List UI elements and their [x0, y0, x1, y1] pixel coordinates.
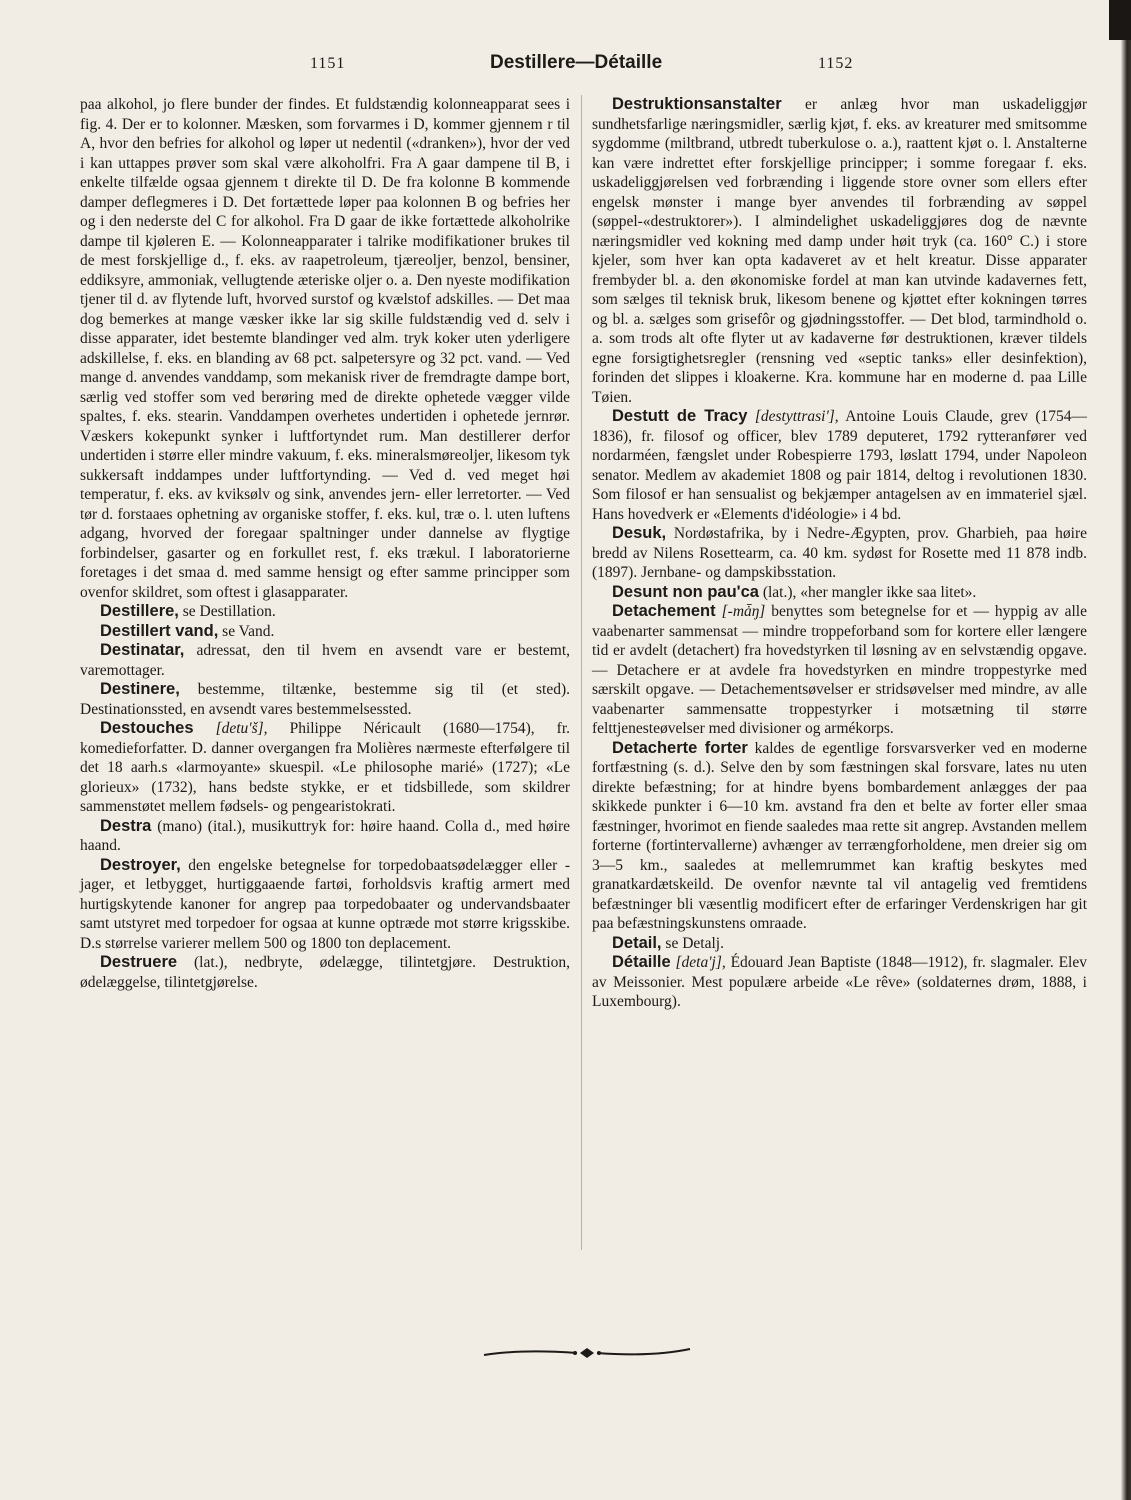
pronunciation: [detu'š],: [215, 720, 268, 737]
entry: [80, 953, 570, 992]
entry: [592, 524, 1087, 583]
entry-text: benyttes som betegnelse for et — hyppig av alle vaabenarter sammensat — mindre troppeforband som for kortere eller længere tid er avdelt (detachert) fra hovedstyrken til løsning av en selvstændig opgave. — Detachere er at avdele fra hovedstyrken en mindre troppestyrke med særskilt opgave. — Detachementsøvelser er stridsøvelser med mindre, av alle vaabenarter sammensatte troppestyrker i motsætning til større felttjenesteøvelser med divisioner og armékorps.: [592, 603, 1087, 737]
entry-text: Édouard Jean Baptiste (1848—1912), fr. slagmaler. Elev av Meissonier. Mest populære arbeide «Le rêve» (soldaternes drøm, 1888, i Luxembourg).: [592, 954, 1087, 1010]
headword: Destillere,: [100, 602, 179, 620]
entry: [80, 641, 570, 680]
entry: [592, 407, 1087, 524]
headword: Destruere: [100, 953, 178, 971]
entry-text: den engelske betegnelse for torpedobaatsødelægger eller -jager, et letbygget, hurtiggaaende fartøi, forholdsvis kraftig armert med hurtigskytende kanoner for angrep paa torpedobaater og undervandsbaater samt utstyret med torpedoer for ogsaa at kunne optræde mot større krigsskibe. D.s størrelse varierer mellem 500 og 1800 ton deplacement.: [80, 856, 570, 952]
page-number-right: 1152: [818, 55, 854, 72]
pronunciation: [-mǡŋ]: [721, 603, 766, 620]
headword: Detail,: [612, 933, 662, 952]
end-ornament-icon: [482, 1345, 692, 1361]
right-column: [592, 95, 1087, 1012]
headword: Destra: [100, 816, 152, 835]
headword: Destruktionsanstalter: [612, 95, 782, 113]
entry-text: se Detalj.: [665, 934, 724, 952]
entry: [592, 934, 1087, 954]
entry: [592, 739, 1087, 934]
page-header: [80, 50, 1080, 80]
entry-text: se Destillation.: [182, 603, 276, 620]
entry-text: Nordøstafrika, by i Nedre-Ægypten, prov. Gharbieh, paa høire bredd av Nilens Rosettearm, ca. 40 km. sydøst for Rosette med 11 878 indb. (1897). Jernbane- og dampskibsstation.: [592, 525, 1087, 581]
entry: [80, 602, 570, 622]
entry-text: kaldes de egentlige forsvarsverker ved en moderne fortfæstning (s. d.). Selve den by som fæstningen skal forsvare, lates nu uten direkte befæstning; for at hindre byens bombardement anlægges der paa skikkede punkter i 6—10 km. avstand fra den et belte av forter eller smaa fæstninger, hvorimot en fiende saaledes maa rette sit angrep. Avstanden mellem forterne (fortintervallerne) avhænger av terrængforholdene, men dreier sig om 3—5 km., saaledes at mellemrummet kan kraftig beskytes med granatkardætskeild. De ovenfor nævnte tal vil antagelig ved fremtidens befæstninger bli væsentlig modificert efter de erfaringer Verdenskrigen har git paa befæstningskunstens omraade.: [592, 739, 1087, 932]
entry-text: (lat.), «her mangler ikke saa litet».: [762, 583, 977, 601]
headword: Destutt de Tracy: [612, 407, 748, 425]
entry: [80, 817, 570, 856]
entry-text: bestemme, tiltænke, bestemme sig til (et sted). Destinationssted, en avsendt vares bestemmelsessted.: [80, 681, 571, 718]
entry-text: Antoine Louis Claude, grev (1754—1836), fr. filosof og officer, blev 1789 deputeret, 1792 rytteranfører ved nordarméen, fængslet under Robespierre 1793, løslatt 1794, under Napoleon senator. Medlem av akademiet 1808 og pair 1814, deltog i revolutionen 1830. Som filosof er han sensualist og bekjæmper antagelsen av en immateriel sjæl. Hans hovedverk er «Elements d'idéologie» i 4 bd.: [592, 408, 1088, 523]
entry-text: er anlæg hvor man uskadeliggjør sundhetsfarlige næringsmidler, særlig kjøt, f. eks. av kreaturer med smitsomme sygdomme (miltbrand, utbredt tuberkulose o. a.), raattent kjøt o. l. Anstalterne kan være indrettet efter forskjellige principper; i somme foregaar f. eks. uskadeliggjørelsen ved forbrænding i liggende store ovner som ellers efter engelsk mønster i mange byer anvendes til forbrænding av søppel (søppel-«destruktorer»). I almindelighet uskadeliggjøres dog de nævnte næringsmidler ved kokning med damp under høit tryk (ca. 160° C.) i store kjeler, som hver kan opta kadaveret av et helt kreatur. Disse apparater frembyder bl. a. den økonomiske fordel at man kan utvinde kadavernes fett, som sælges til teknisk bruk, likesom benene og kjøttet efter kokningen tørres og bl. a. sælges som grisefôr og gjødningsstoffer. — Det blod, tarmindhold o. a. som trods alt ofte flyter ut av kadaverne før destruktionen, kræver tildels egne forsigtighetsregler (rensning ved «septic tanks» eller desinfektion), forinden det slippes i kloakerne. Kra. kommune har en moderne d. paa Lille Tøien.: [592, 96, 1088, 406]
entry: [592, 583, 1087, 603]
pronunciation: [destyttrasi'],: [754, 408, 839, 425]
column-divider: [581, 95, 582, 1250]
page-number-left: 1151: [310, 55, 346, 72]
entry-text: (lat.), nedbryte, ødelægge, tilintetgjøre. Destruktion, ødelæggelse, tilintetgjørelse.: [80, 954, 570, 991]
entry: [80, 680, 570, 719]
running-title: Destillere—Détaille: [490, 52, 663, 73]
entry: [592, 95, 1087, 407]
headword: Desunt non pau'ca: [612, 582, 759, 601]
entry-text: Philippe Néricault (1680—1754), fr. komedieforfatter. D. danner overgangen fra Molières nærmeste efterfølgere til det 18 aarh.s «larmoyante» skuespil. «Le philosophe marié» (1727); «Le glorieux» (1732), hans bedste stykke, er et tidsbillede, som skildrer sammenstøtet mellem fødsels- og pengearistokrati.: [80, 720, 571, 815]
entry: [592, 953, 1087, 1012]
headword: Détaille: [612, 953, 671, 971]
headword: Desuk,: [612, 524, 667, 542]
left-column: [80, 95, 570, 992]
headword: Destouches: [100, 719, 194, 737]
pronunciation: [deta'j],: [675, 954, 726, 971]
continued-paragraph: paa alkohol, jo flere bunder der findes. Et fuldstændig kolonneapparat sees i fig. 4. Der er to kolonner. Mæsken, som forvarmes i D, kommer gjennem r til A, hvor den befries for alkohol og løper ut nedentil («dranken»), hvor der ved i kan uttappes prøver som skal være alkoholfri. Fra A gaar dampene til B, i enkelte tilfælde ogsaa gjennem t direkte til D. De fra kolonne B kommende damper deflegmeres i D. Det fortættede løper paa kolonnen B og befries her og i den nederste del C for alkohol. Fra D gaar de ikke fortættede alkoholrike dampe til kjøleren E. — Kolonneapparater i talrike modifikationer brukes til de mest forskjellige d., f. eks. av raapetroleum, tjæreoljer, benzol, bensiner, eddiksyre, ammoniak, vellugtende æteriske oljer o. a. Den nyeste modifikation tjener til d. av flytende luft, hvorved surstof og kvælstof adskilles. — Det maa dog bemerkes at mange væsker ikke lar sig skille fuldstændig ved d. selv i disse apparater, idet bestemte blandinger ved alm. tryk koker uten yderligere adskillelse, f. eks. en blanding av 68 pct. salpetersyre og 32 pct. vand. — Ved mange d. anvendes vanddamp, som mekanisk river de fremdragte dampe bort, særlig ved stoffer som ved berøring med de direkte ophetede vægger vilde spaltes, f. eks. stearin. Vanddampen overhetes undertiden i ophetede jernrør. Væskers kokepunkt synker i luftfortyndet rum. Man destillerer derfor undertiden i større eller mindre vakuum, f. eks. mineralsmøreoljer, likesom tyk sukkersaft inddampes under luftfortynding. — Ved d. ved meget høi temperatur, f. eks. av kviksølv og sink, anvendes jern- eller lerretorter. — Ved tør d. forstaaes ophetning av organiske stoffer, f. eks. kul, træ o. l. uten luftens adgang, hvorved der foregaar spaltninger under dannelse av flygtige forbindelser, gasarter og en forkullet rest, f. eks trækul. I laboratorierne foretages i det smaa d. med samme hensigt og efter samme principper som ovenfor skildret, som oftest i glasapparater.: [80, 96, 570, 601]
entry: [80, 856, 570, 954]
entry: [80, 719, 570, 817]
page-corner-shadow: [1109, 0, 1131, 40]
entry-text: (mano) (ital.), musikuttryk for: høire haand. Colla d., med høire haand.: [80, 817, 571, 854]
headword: Destinatar,: [100, 641, 185, 659]
headword: Destillert vand,: [100, 621, 219, 640]
headword: Destinere,: [100, 680, 180, 698]
entry: [592, 602, 1087, 739]
headword: Destroyer,: [100, 855, 181, 874]
entry-text: adressat, den til hvem en avsendt vare er bestemt, varemottager.: [80, 642, 571, 679]
entry-text: se Vand.: [222, 622, 275, 640]
headword: Detachement: [612, 602, 716, 620]
page-edge: [1121, 0, 1131, 1500]
entry: [80, 622, 570, 642]
headword: Detacherte forter: [612, 738, 748, 757]
